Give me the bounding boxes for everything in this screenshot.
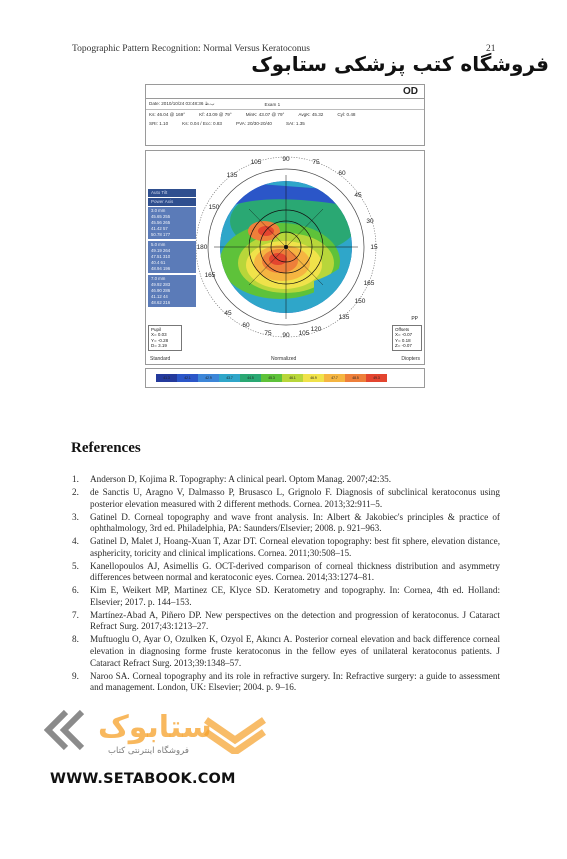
pp-label: PP — [411, 316, 418, 322]
zone-line: 48.62 216 — [151, 300, 171, 305]
reference-item — [72, 585, 500, 608]
offsets-info — [392, 325, 422, 351]
scale-cell: 44.5 — [240, 374, 261, 382]
meridian-label: 60 — [338, 170, 346, 177]
zone-line: 50.78 177 — [151, 232, 171, 237]
meridian-label: 150 — [354, 298, 366, 305]
meridian-label: 135 — [338, 314, 350, 321]
metric: Ks: 0.04 / Ecc: 0.83 — [182, 121, 222, 126]
pupil-line: D= 3.19 — [151, 343, 167, 349]
zone-line: 41.42 57 — [151, 226, 168, 231]
meridian-label: 45 — [224, 310, 232, 317]
exam-date-row — [146, 99, 424, 110]
zone-data-panel — [148, 189, 196, 309]
page-number: 21 — [486, 44, 496, 54]
scale-cell: 46.9 — [303, 374, 324, 382]
offset-line: Z= -0.07 — [395, 343, 412, 349]
meridian-label: 75 — [264, 330, 272, 337]
meridian-label: 60 — [242, 322, 250, 329]
logo-text: ستابوک — [98, 710, 212, 745]
meridian-label: 90 — [282, 332, 290, 339]
power-axis-button[interactable]: Power Axis — [148, 198, 196, 206]
normalized-label: Normalized — [271, 356, 297, 362]
zone-line: 45.56 265 — [151, 220, 171, 225]
metric: Cyl: 0.48 — [337, 112, 356, 117]
reference-item — [72, 634, 500, 669]
color-scale-row — [156, 374, 387, 382]
logo-chevron-icon — [44, 708, 100, 752]
reference-number: 9. — [72, 670, 79, 681]
zone-line: 41.12 44 — [151, 294, 168, 299]
reference-item — [72, 561, 500, 584]
pupil-line: Pupil — [151, 327, 162, 332]
metric: Kf: 43.09 @ 79° — [199, 112, 232, 117]
metric: Ks: 46.04 @ 169° — [149, 112, 186, 117]
scale-cell: 46.1 — [282, 374, 303, 382]
setabook-logo — [44, 706, 284, 762]
meridian-label: 45 — [354, 192, 362, 199]
pupil-line: Y= -0.28 — [151, 337, 169, 343]
reference-item — [72, 512, 500, 535]
scale-cell: 43.7 — [219, 374, 240, 382]
reference-item — [72, 487, 500, 510]
diopters-label: Diopters — [401, 356, 420, 362]
topography-figure — [145, 84, 425, 390]
zone-line: 48.94 196 — [151, 266, 171, 271]
website-url[interactable]: WWW.SETABOOK.COM — [50, 771, 236, 787]
offset-line: Offsets — [395, 327, 410, 332]
exam-number: Exam 1 — [264, 101, 281, 107]
metric: SRI: 1.10 — [149, 121, 169, 126]
zone-line: 47.51 310 — [151, 254, 171, 259]
reference-number: 4. — [72, 536, 79, 547]
zone-line: 46.90 286 — [151, 288, 171, 293]
metrics-row-2 — [146, 119, 424, 128]
zone-line: 3.0 mm — [151, 208, 166, 213]
scale-cell: 42.9 — [198, 374, 219, 382]
meridian-label: 15 — [370, 244, 378, 251]
exam-header-panel — [145, 84, 425, 146]
reference-list — [72, 474, 500, 695]
logo-subtitle: فروشگاه اینترنتی کتاب — [108, 746, 189, 756]
meridian-label: 150 — [208, 204, 220, 211]
corneal-topography-map — [194, 151, 378, 351]
reference-number: 6. — [72, 585, 79, 596]
running-head: Topographic Pattern Recognition: Normal Versus Keratoconus — [72, 44, 310, 54]
reference-item — [72, 671, 500, 694]
reference-number: 1. — [72, 474, 79, 484]
reference-text: Kanellopoulos AJ, Asimellis G. OCT-derived comparison of corneal thickness distribution and asymmetry differences between normal and keratoconic eyes. Cornea. 2014;33:1274–81. — [90, 560, 500, 583]
metric: AvgK: 45.32 — [298, 112, 324, 117]
reference-number: 2. — [72, 486, 79, 497]
reference-item — [72, 474, 500, 486]
offset-line: Y= 0.18 — [395, 337, 411, 343]
reference-text: Gatinel D, Malet J, Hoang-Xuan T, Azar DT. Corneal elevation topography: best fit sphere, elevation distance, asphericity, toricity and clinical implications. Cornea. 2011;30:508–15. — [90, 536, 500, 558]
scale-cell: 49.3 — [366, 374, 387, 382]
reference-text: Gatinel D. Corneal topography and wave front analysis. In: Albert & Jakobiec's principles & practice of ophthalmology, 3rd ed. Philadelphia, PA: Saunders/Elsevier; 2008. p. 921–963. — [90, 511, 500, 534]
reference-text: Martínez-Abad A, Piñero DP. New perspectives on the detection and progression of keratoconus. J Cataract Refract Surg. 2017;43:1213–27. — [90, 609, 500, 632]
zone-block — [148, 275, 196, 307]
reference-item — [72, 610, 500, 633]
standard-label: Standard — [150, 356, 171, 362]
reference-number: 7. — [72, 609, 79, 620]
meridian-label: 135 — [226, 172, 238, 179]
reference-number: 5. — [72, 560, 79, 571]
zone-line: 45.65 255 — [151, 214, 171, 219]
offset-line: X= -0.07 — [395, 332, 413, 338]
pupil-info — [148, 325, 182, 351]
scale-cell: 48.5 — [345, 374, 366, 382]
reference-text: Muftuoglu O, Ayar O, Ozulken K, Ozyol E, Akıncı A. Posterior corneal elevation and back difference corneal elevation in diagnosing forme fruste keratoconus in the fellow eyes of unilateral keratoconus patients. J Cataract Refract Surg. 2013;39:1348–57. — [90, 634, 500, 668]
meridian-label: 105 — [250, 159, 262, 166]
zone-block — [148, 241, 196, 273]
zone-line: 40.4 61 — [151, 260, 166, 265]
eye-label: OD — [146, 85, 424, 99]
exam-date: Date: 2010/10/24 03:48:36 ب.ظ — [149, 101, 215, 106]
reference-text: Naroo SA. Corneal topography and its role in refractive surgery. In: Refractive surgery: a guide to assessment and management. London, UK: Elsevier; 2004. p. 9–16. — [90, 670, 500, 693]
zone-line: 5.0 mm — [151, 242, 166, 247]
logo-chevron-down-icon — [200, 714, 270, 754]
metric: SAI: 1.35 — [285, 121, 305, 126]
zone-line: 7.0 mm — [151, 276, 166, 281]
scale-cell: 42.1 — [177, 374, 198, 382]
meridian-label: 105 — [298, 330, 310, 337]
zone-line: 49.92 283 — [151, 282, 171, 287]
reference-number: 8. — [72, 634, 79, 645]
scale-cell: 47.7 — [324, 374, 345, 382]
reference-text: Anderson D, Kojima R. Topography: A clinical pearl. Optom Manag. 2007;42:35. — [90, 474, 392, 484]
metric: PVA: 20/30-20/40 — [236, 121, 272, 126]
meridian-label: 120 — [310, 326, 322, 333]
meridian-label: 75 — [312, 159, 320, 166]
meridian-label: 165 — [363, 280, 375, 287]
zone-line: 49.19 264 — [151, 248, 171, 253]
reference-text: de Sanctis U, Aragno V, Dalmasso P, Brusasco L, Grignolo F. Diagnosis of subclinical keratoconus using posterior elevation measured with 2 different methods. Cornea. 2013;32:911–5. — [90, 486, 500, 509]
pupil-line: X= 0.03 — [151, 332, 167, 338]
meridian-label: 90 — [282, 156, 290, 163]
topography-map-panel — [145, 150, 425, 365]
meridian-label: 165 — [204, 272, 216, 279]
reference-text: Kim E, Weikert MP, Martinez CE, Klyce SD. Keratometry and topography. In: Cornea, 4th ed. Holland: Elsevier; 2017. p. 144–153. — [90, 585, 500, 607]
watermark-top-text: فروشگاه کتب پزشکی ستابوک — [251, 52, 549, 76]
scale-cell: 41.3 — [156, 374, 177, 382]
reference-item — [72, 536, 500, 559]
metrics-row — [146, 110, 424, 119]
meridian-label: 180 — [196, 244, 208, 251]
reference-number: 3. — [72, 511, 79, 522]
zone-block — [148, 207, 196, 239]
scale-cell: 45.3 — [261, 374, 282, 382]
meridian-label: 30 — [366, 218, 374, 225]
references-heading: References — [71, 440, 141, 456]
auto-tilt-button[interactable]: Auto Tilt — [148, 189, 196, 197]
metric: MinK: 43.07 @ 79° — [245, 112, 285, 117]
color-scale-bar — [145, 368, 425, 388]
